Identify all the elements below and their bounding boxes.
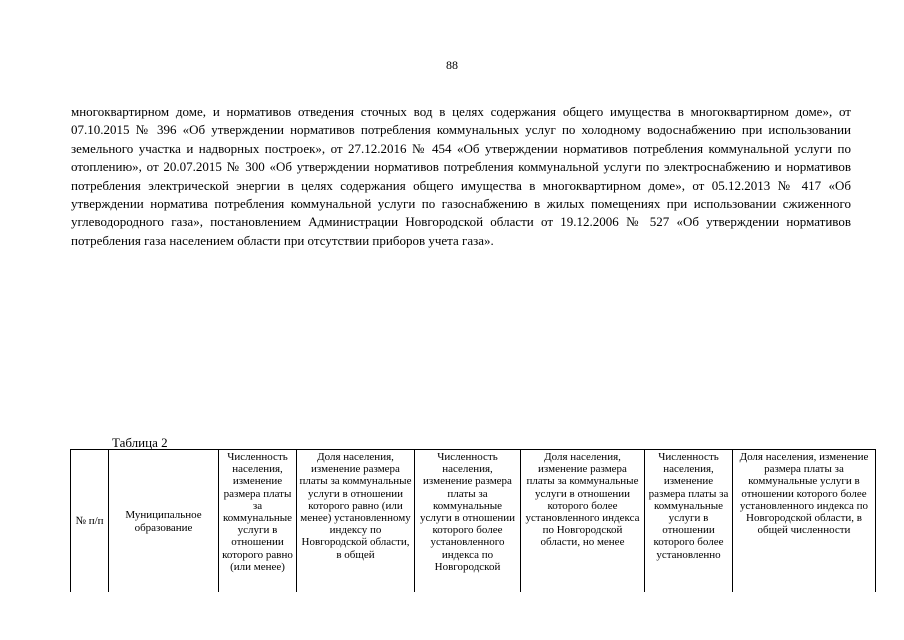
header-cell-share-above-2: Доля населения, изменение размера платы за коммунальные услуги в отношении которого более установленного индекса по Новгородской области, в общей численности <box>733 450 876 593</box>
header-cell-number: № п/п <box>71 450 109 593</box>
indicators-table <box>70 449 876 592</box>
page-number: 88 <box>446 58 458 72</box>
header-cell-share-above: Доля населения, изменение размера платы за коммунальные услуги в отношении которого более установленного индекса по Новгородской области, но менее <box>521 450 645 593</box>
header-cell-population-above: Численность населения, изменение размера платы за коммунальные услуги в отношении которого более установленного индекса по Новгородской <box>415 450 521 593</box>
table-header-row <box>71 450 876 593</box>
header-cell-municipality: Муниципальное образование <box>109 450 219 593</box>
header-cell-population-equal: Численность населения, изменение размера платы за коммунальные услуги в отношении которого равно (или менее) <box>219 450 297 593</box>
header-cell-share-equal: Доля населения, изменение размера платы за коммунальные услуги в отношении которого равно (или менее) установленному индексу по Новгородской области, в общей <box>297 450 415 593</box>
header-cell-population-above-2: Численность населения, изменение размера платы за коммунальные услуги в отношении которого более установленно <box>645 450 733 593</box>
body-paragraph: многоквартирном доме, и нормативов отведения сточных вод в целях содержания общего имущества в многоквартирном доме», от 07.10.2015 № 396 «Об утверждении нормативов потребления коммунальных услуг по холодному водоснабжению при использовании земельного участка и надворных построек», от 27.12.2016 № 454 «Об утверждении нормативов потребления коммунальной услуги по отоплению», от 20.07.2015 № 300 «Об утверждении нормативов потребления коммунальной услуги по электроснабжению и нормативов потребления электрической энергии в целях содержания общего имущества в многоквартирном доме», от 05.12.2013 № 417 «Об утверждении норматива потребления коммунальной услуги по газоснабжению в жилых помещениях при использовании сжиженного углеводородного газа», постановлением Администрации Новгородской области от 19.12.2006 № 527 «Об утверждении нормативов потребления газа населением области при отсутствии приборов учета газа». <box>71 104 851 248</box>
table-caption: Таблица 2 <box>112 435 168 450</box>
